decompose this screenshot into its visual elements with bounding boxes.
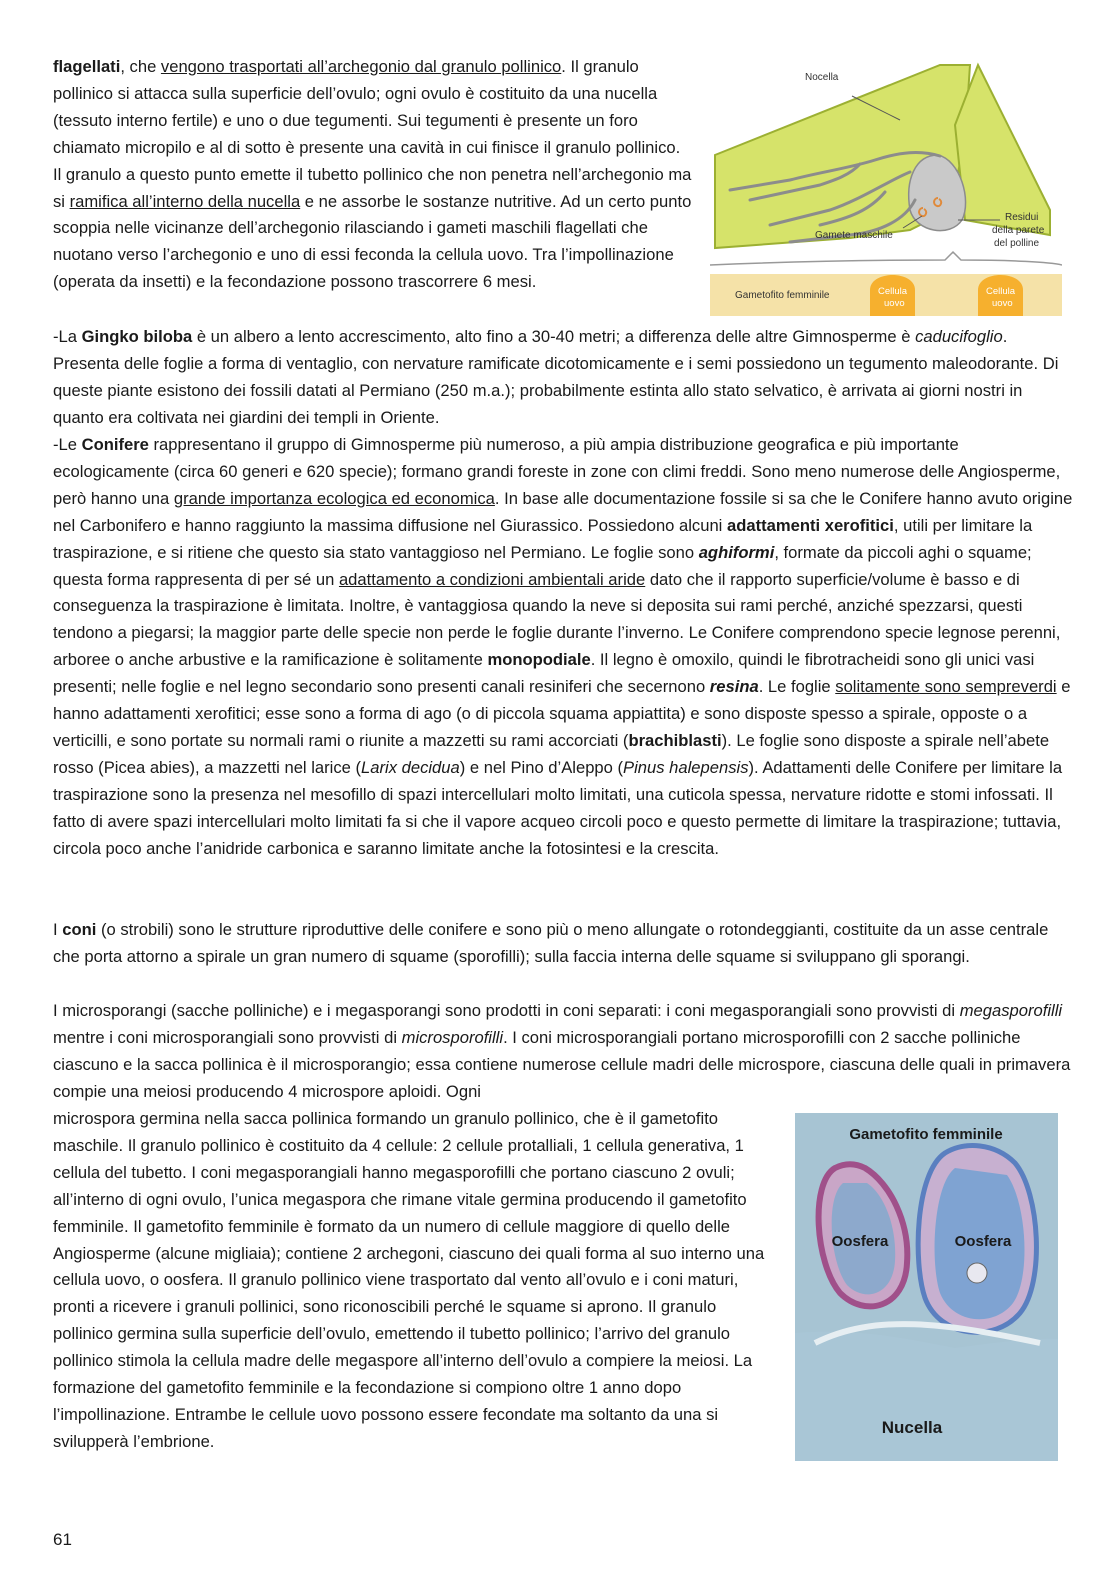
residui-label-3: del polline xyxy=(994,238,1040,249)
uovo-label-left: uovo xyxy=(884,298,905,309)
micrograph-title: Gametofito femminile xyxy=(849,1126,1003,1143)
pollen-tube-diagram xyxy=(710,60,1062,316)
uovo-label-right: uovo xyxy=(992,298,1013,309)
paragraph: I coni (o strobili) sono le strutture riproduttive delle conifere e sono più o meno allungate o rotondeggianti, costituite da un asse centrale che porta attorno a spirale un gran numero di squame (sporofilli); sulla faccia interna delle squame si sviluppano gli sporangi. xyxy=(53,920,1049,966)
paragraph: I microsporangi (sacche polliniche) e i megasporangi sono prodotti in coni separati: i coni megasporangiali sono provvisti di megasporofilli mentre i coni microsporangiali sono provvisti di microsporofilli. I coni microsporangiali portano microsporofilli con 2 sacche polliniche ciascuno e la sacca pollinica è il microsporangio; essa contiene numerose cellule madri delle microspore, ciascuna delle quali in primavera compie una meiosi producendo 4 microspore aploidi. Ogni xyxy=(53,1001,1071,1101)
cellula-label-right: Cellula xyxy=(986,286,1016,297)
micrograph-female-gametophyte xyxy=(795,1113,1058,1461)
page-number: 61 xyxy=(53,1530,72,1549)
paragraph: flagellati, che vengono trasportati all’archegonio dal granulo pollinico. Il granulo pollinico si attacca sulla superficie dell’ovulo; ogni ovulo è costituito da una nucella (tessuto interno fertile) e uno o due tegumenti. Sui tegumenti è presente un foro chiamato micropilo e al di sotto è presente una cavità in cui finisce il granulo pollinico. Il granulo a questo punto emette il tubetto pollinico che non penetra nell’archegonio ma si ramifica all’interno della nucella e ne assorbe le sostanze nutritive. Ad un certo punto scoppia nelle vicinanze dell’archegonio rilasciando i gameti maschili flagellati che nuotano verso l’archegonio e uno di essi feconda la cellula uovo. Tra l’impollinazione (operata da insetti) e la fecondazione possono trascorrere 6 mesi. xyxy=(53,57,692,292)
paragraph: microspora germina nella sacca pollinica formando un granulo pollinico, che è il gametofito maschile. Il granulo pollinico è costituito da 4 cellule: 2 cellule protalliali, 1 cellula generativa, 1 cellula del tubetto. I coni megasporangiali hanno megasporofilli che portano ciascuno 2 ovuli; all’interno di ogni ovulo, l’unica megaspora che rimane vitale germina producendo il gametofito femminile. Il gametofito femminile è formato da un numero di cellule maggiore di quello delle Angiosperme (alcune migliaia); contiene 2 archegoni, ciascuno dei quali forma al suo interno una cellula uovo, o oosfera. Il granulo pollinico viene trasportato dal vento all’ovulo e i coni maturi, pronti a ricevere i granuli pollinici, sono riconoscibili perché le squame si aprono. Il granulo pollinico germina sulla superficie dell’ovulo, emettendo il tubetto pollinico; l’arrivo del granulo pollinico stimola la cellula madre delle megaspore all’interno dell’ovulo a compiere la meiosi. La formazione del gametofito femminile e la fecondazione si compiono oltre 1 anno dopo l’impollinazione. Entrambe le cellule uovo possono essere fecondate ma soltanto da una si svilupperà l’embrione. xyxy=(53,1109,765,1451)
paragraph: -Le Conifere rappresentano il gruppo di Gimnosperme più numeroso, a più ampia distribuzione geografica e più importante ecologicamente (circa 60 generi e 620 specie); formano grandi foreste in zone con climi freddi. Sono meno numerose delle Angiosperme, però hanno una grande importanza ecologica ed economica. In base alle documentazione fossile si sa che le Conifere hanno avuto origine nel Carbonifero e hanno raggiunto la massima diffusione nel Giurassico. Possiedono alcuni adattamenti xerofitici, utili per limitare la traspirazione, e si ritiene che questo sia stato vantaggioso nel Permiano. Le foglie sono aghiformi, formate da piccoli aghi o squame; questa forma rappresenta di per sé un adattamento a condizioni ambientali aride dato che il rapporto superficie/volume è basso e di conseguenza la traspirazione è limitata. Inoltre, è vantaggiosa quando la neve si deposita sui rami perché, anziché spezzarsi, questi tendono a piegarsi; la maggior parte delle specie non perde le foglie durante l’inverno. Le Conifere comprendono specie legnose perenni, arboree o anche arbustive e la ramificazione è solitamente monopodiale. Il legno è omoxilo, quindi le fibrotracheidi sono gli unici vasi presenti; nelle foglie e nel legno secondario sono presenti canali resiniferi che secernono resina. Le foglie solitamente sono sempreverdi e hanno adattamenti xerofitici; esse sono a forma di ago (o di piccola squama appiattita) e sono disposte spesso a spirale, opposte o a verticilli, e sono portate su normali rami o riunite a mazzetti su rami accorciati (brachiblasti). Le foglie sono disposte a spirale nell’abete rosso (Picea abies), a mazzetti nel larice (Larix decidua) e nel Pino d’Aleppo (Pinus halepensis). Adattamenti delle Conifere per limitare la traspirazione sono la presenza nel mesofillo di spazi intercellulari molto limitati, una cuticola spessa, nervature ridotte e stomi infossati. Il fatto di avere spazi intercellulari molto limitati fa si che il vapore acqueo circoli poco e questo permette di limitare la traspirazione; tuttavia, circola poco anche l’anidride carbonica e saranno limitate anche la fotosintesi e la crescita. xyxy=(53,435,1073,858)
oosfera-right-label: Oosfera xyxy=(954,1233,1012,1250)
cellula-label-left: Cellula xyxy=(878,286,908,297)
gamete-label: Gamete maschile xyxy=(815,230,893,241)
paragraph: -La Gingko biloba è un albero a lento accrescimento, alto fino a 30-40 metri; a differenza delle altre Gimnosperme è caducifoglio. Presenta delle foglie a forma di ventaglio, con nervature ramificate dicotomicamente e i semi possiedono un tegumento maleodorante. Di queste piante esistono dei fossili datati al Permiano (250 m.a.); probabilmente estinta allo stato selvatico, è arrivata ai giorni nostri in quanto era coltivata nei giardini dei templi in Oriente. xyxy=(53,327,1059,427)
nocella-label: Nocella xyxy=(805,72,839,83)
gametofito-label: Gametofito femminile xyxy=(735,290,830,301)
residui-label: Residui xyxy=(1005,212,1039,223)
nucella-label: Nucella xyxy=(881,1418,943,1437)
oosfera-left-label: Oosfera xyxy=(831,1233,889,1250)
residui-label-2: della parete xyxy=(992,225,1045,236)
